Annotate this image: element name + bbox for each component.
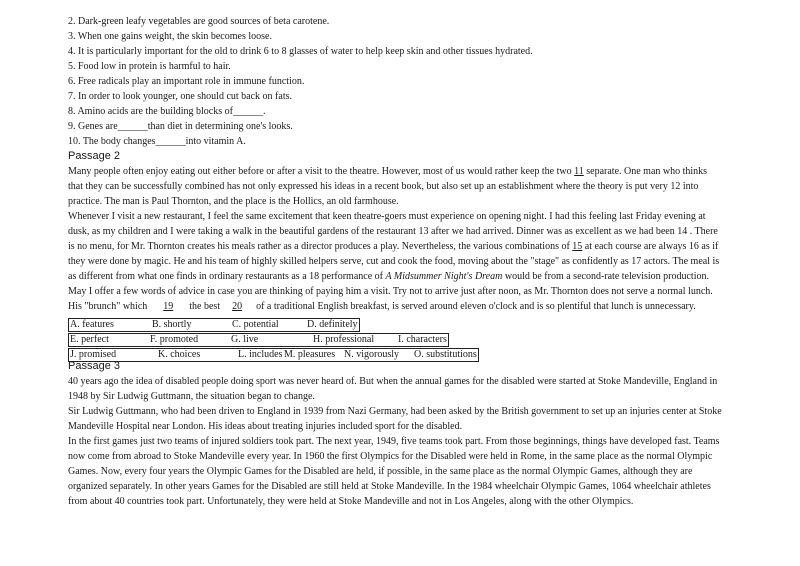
passage-3-paragraph-1: 40 years ago the idea of disabled people doing sport was never heard of. But when the annual games for the disabled were started at Stoke Mandeville, England in 1948 by Sir Ludwig Guttmann, the situation began to change. [68, 376, 718, 402]
option-box [68, 348, 479, 362]
option-i: I. characters [398, 334, 447, 345]
option-k: K. choices [158, 349, 201, 360]
p2-text: the best [189, 301, 221, 312]
worksheet-page [68, 14, 723, 509]
option-l: L. includes [238, 349, 283, 360]
item-3: 3. When one gains weight, the skin becomes loose. [68, 31, 272, 42]
option-o: O. substitutions [414, 349, 477, 360]
option-g: G. live [231, 334, 259, 345]
p2-text: separate. One man who thinks that they can be successfully combined has not only expressed his ideas in a recent book, but also set up an establishment where the theory is put very 12 into practice. The man is Paul Thornton, and the place is the Hollics, an old farmhouse. [68, 166, 708, 207]
passage-2-paragraph-2 [68, 209, 723, 284]
option-j: J. promised [70, 349, 117, 360]
option-f: F. promoted [150, 334, 199, 345]
p2-text: of a traditional English breakfast, is served around eleven o'clock and is so plentiful that lunch is unnecessary. [256, 301, 696, 312]
p2-text: at each course are always 16 as if they were done by magic. He and his team of highly skilled helpers serve, cut and cook the food, moving about the "stage" as confidently as 17 actors. The meal is as different from what one finds in ordinary restaurants as a 18 performance of [68, 241, 720, 282]
item-7: 7. In order to look younger, one should cut back on fats. [68, 91, 292, 102]
passage-2-heading: Passage 2 [68, 150, 120, 162]
option-b: B. shortly [152, 319, 192, 330]
option-e: E. perfect [70, 334, 109, 345]
passage-3-heading: Passage 3 [68, 360, 120, 372]
blank-20: 20 [232, 301, 243, 312]
p2-text: Whenever I visit a new restaurant, I feel the same excitement that keen theatre-goers must experience on opening night. I had this feeling last Friday evening at dusk, as my children and I were taking a walk in the beautiful gardens of the restaurant 13 after we had arrived. Dinner was as excellent as we had been 14 . There is no menu, for Mr. Thornton creates his meals rather as a director produces a play. Nevertheless, the various combinations of [68, 211, 718, 252]
option-c: C. potential [232, 319, 279, 330]
passage-2-paragraph-3: May I offer a few words of advice in case you are thinking of paying him a visit. Try not to arrive just after noon, as Mr. Thornton does not serve a normal lunch. [68, 286, 713, 297]
passage-3-paragraph-2: Sir Ludwig Guttmann, who had been driven to England in 1939 from Nazi Germany, had been asked by the British government to set up an injuries center at Stoke Mandeville Hospital near London. His ideas about treating injuries included sport for the disabled. [68, 406, 722, 432]
passage-2-paragraph-1 [68, 164, 723, 209]
option-n: N. vigorously [344, 349, 399, 360]
p2-text: Many people often enjoy eating out either before or after a visit to the theatre. However, most of us would rather keep the two [68, 166, 575, 177]
p2-text: His "brunch" which [68, 301, 148, 312]
item-9: 9. Genes are______than diet in determining one's looks. [68, 121, 293, 132]
item-8: 8. Amino acids are the building blocks of______. [68, 106, 266, 117]
option-row-1 [68, 314, 723, 329]
passage-2-paragraph-4 [68, 299, 723, 314]
item-4: 4. It is particularly important for the old to drink 6 to 8 glasses of water to help keep skin and other tissues hydrated. [68, 46, 533, 57]
p2-text: would be from a second-rate television production. [502, 271, 709, 282]
option-m: M. pleasures [284, 349, 336, 360]
option-row-2 [68, 329, 723, 344]
blank-15: 15 [572, 241, 583, 252]
blank-11: 11 [574, 166, 584, 177]
option-h: H. professional [313, 334, 375, 345]
play-title: A Midsummer Night's Dream [385, 271, 503, 282]
option-row-3 [68, 344, 723, 359]
item-6: 6. Free radicals play an important role in immune function. [68, 76, 305, 87]
item-2: 2. Dark-green leafy vegetables are good sources of beta carotene. [68, 16, 330, 27]
item-5: 5. Food low in protein is harmful to hair. [68, 61, 231, 72]
passage-3-paragraph-3: In the first games just two teams of injured soldiers took part. The next year, 1949, five teams took part. From those beginnings, things have developed fast. Teams now come from abroad to Stoke Mandeville every year. In 1960 the first Olympics for the Disabled were held in Rome, in the same place as the normal Olympic Games. Now, every four years the Olympic Games for the Disabled are held, if possible, in the same place as the normal Olympic Games, although they are organized separately. In other years Games for the Disabled are still held at Stoke Mandeville. In the 1984 wheelchair Olympic Games, 1064 wheelchair athletes from about 40 countries took part. Unfortunately, they were held at Stoke Mandeville and not in Los Angeles, along with the other Olympics. [68, 436, 720, 507]
option-d: D. definitely [307, 319, 358, 330]
blank-19: 19 [163, 301, 174, 312]
option-a: A. features [70, 319, 114, 330]
item-10: 10. The body changes______into vitamin A. [68, 136, 246, 147]
